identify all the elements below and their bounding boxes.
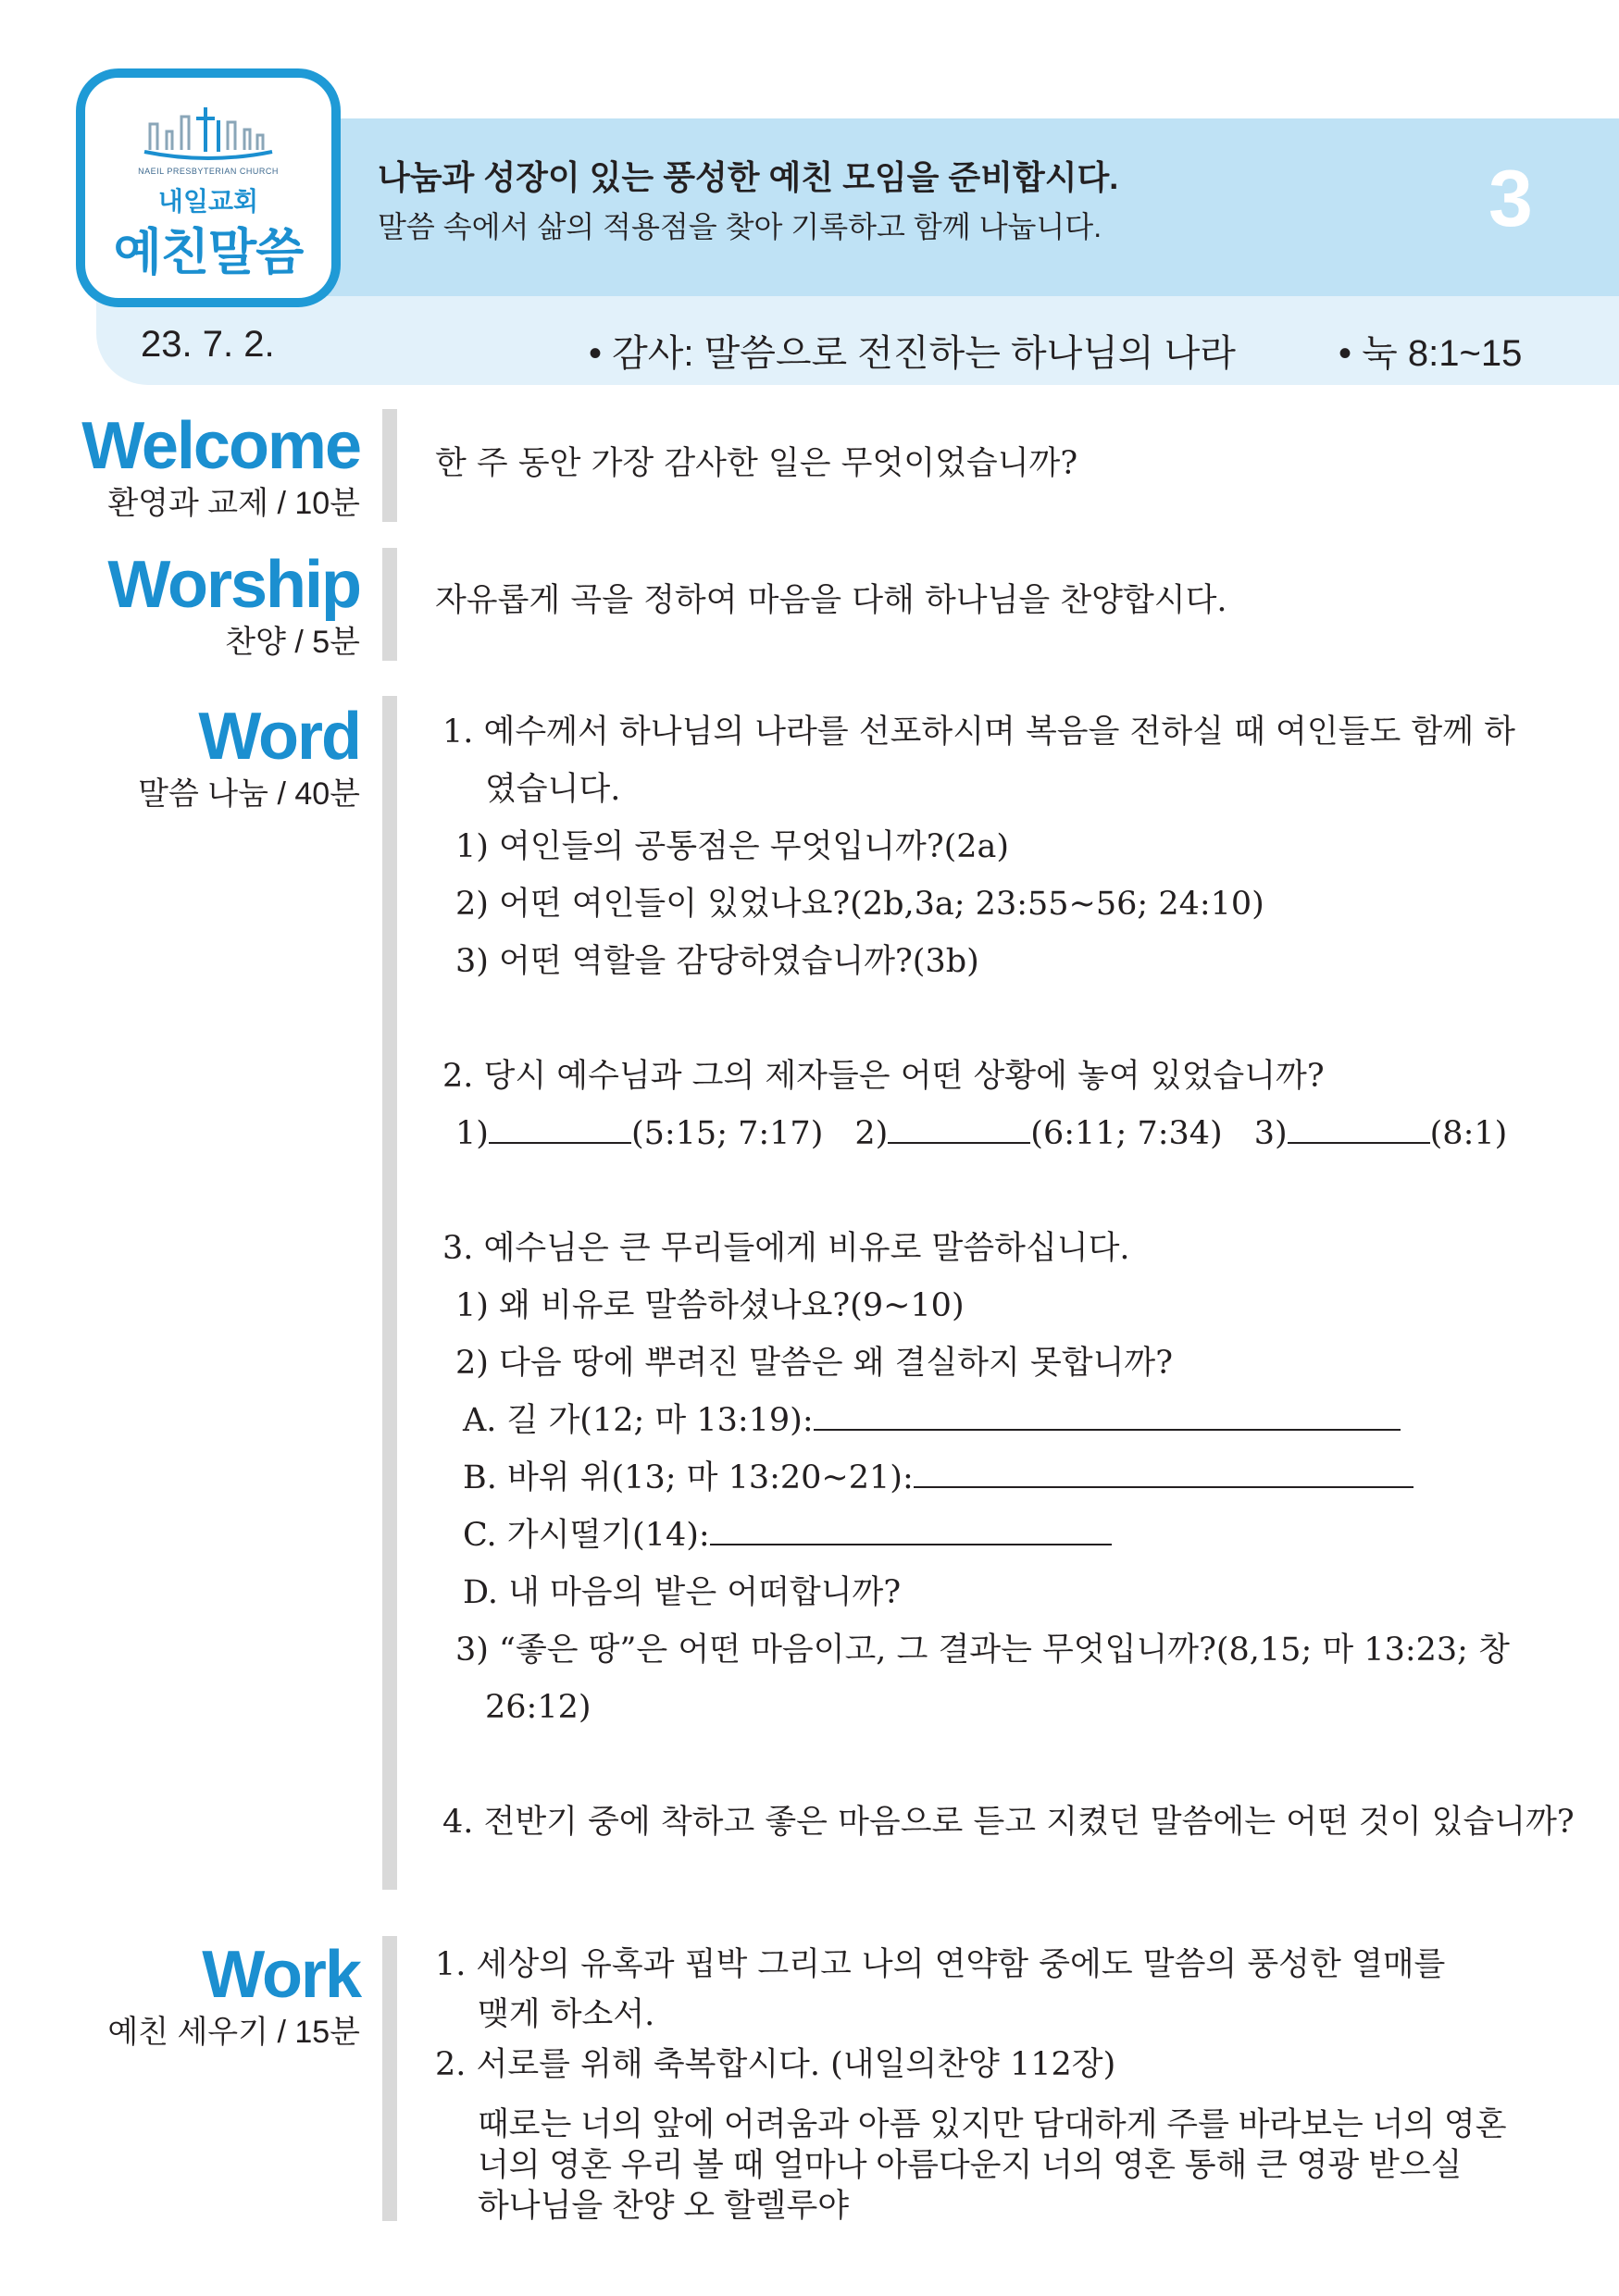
q2-blank3[interactable]: [1288, 1114, 1430, 1144]
q3-item-c-label: C. 가시떨기(14):: [463, 1517, 710, 1554]
q3-item-a-label: A. 길 가(12; 마 13:19):: [463, 1402, 814, 1439]
q2-blank1-ref: (5:15; 7:17): [630, 1115, 824, 1152]
word-subtitle: 말씀 나눔 / 40분: [138, 776, 360, 812]
q3-item-d: D. 내 마음의 밭은 어떠합니까?: [463, 1574, 902, 1611]
theme: • 감사: 말씀으로 전진하는 하나님의 나라: [589, 333, 1236, 374]
worship-text: 자유롭게 곡을 정하여 마음을 다해 하나님을 찬양합시다.: [435, 582, 1227, 619]
q2-blank3-ref: (8:1): [1429, 1115, 1508, 1152]
q3-item-b-label: B. 바위 위(13; 마 13:20~21):: [463, 1459, 914, 1496]
q3-sub3-line2: 26:12): [485, 1689, 592, 1726]
welcome-text: 한 주 동안 가장 감사한 일은 무엇이었습니까?: [435, 445, 1078, 482]
q2-blank2-ref: (6:11; 7:34): [1030, 1115, 1223, 1152]
page-number: 3: [1488, 155, 1533, 243]
lyrics-line2: 너의 영혼 우리 볼 때 얼마나 아름다운지 너의 영혼 통해 큰 영광 받으실: [478, 2147, 1463, 2183]
header-subtitle: 말씀 속에서 삶의 적용점을 찾아 기록하고 함께 나눕니다.: [378, 210, 1102, 243]
work-title: Work: [202, 1938, 360, 2012]
logo-title: 예친말씀: [113, 225, 304, 280]
q3-item-c: [463, 1516, 1112, 1555]
q1-sub3: 3) 어떤 역할을 감당하였습니까?(3b): [455, 943, 979, 980]
header-title: 나눔과 성장이 있는 풍성한 예친 모임을 준비합시다.: [378, 158, 1119, 196]
welcome-title: Welcome: [81, 409, 360, 483]
lyrics-line3: 하나님을 찬양 오 할렐루야: [478, 2188, 850, 2224]
q1-line2: 였습니다.: [485, 771, 621, 808]
q2-blank2-label: 2): [854, 1115, 889, 1152]
q3-item-a: [463, 1401, 1401, 1440]
q2-blank1-label: 1): [455, 1115, 489, 1152]
q3-item-b-blank[interactable]: [914, 1458, 1414, 1488]
q4-line: 4. 전반기 중에 착하고 좋은 마음으로 듣고 지켰던 말씀에는 어떤 것이 있습니까?: [442, 1804, 1575, 1841]
work-subtitle: 예친 세우기 / 15분: [107, 2015, 360, 2050]
q3-item-b: [463, 1458, 1414, 1497]
q1-sub2: 2) 어떤 여인들이 있었나요?(2b,3a; 23:55~56; 24:10): [455, 886, 1264, 923]
q2-blank2[interactable]: [888, 1114, 1030, 1144]
work-item1-line1: 1. 세상의 유혹과 핍박 그리고 나의 연약함 중에도 말씀의 풍성한 열매를: [435, 1946, 1446, 1983]
q3-sub3-line1: 3) “좋은 땅”은 어떤 마음이고, 그 결과는 무엇입니까?(8,15; 마 13:23; 창: [455, 1632, 1510, 1669]
q3-sub1: 1) 왜 비유로 말씀하셨나요?(9~10): [455, 1287, 965, 1324]
word-bar: [382, 696, 397, 1890]
date: 23. 7. 2.: [141, 324, 275, 365]
word-title: Word: [198, 700, 360, 774]
worship-subtitle: 찬양 / 5분: [225, 625, 360, 660]
q2-blank1[interactable]: [489, 1114, 631, 1144]
q3-line1: 3. 예수님은 큰 무리들에게 비유로 말씀하십니다.: [442, 1230, 1130, 1267]
worship-title: Worship: [107, 548, 360, 622]
q2-blank3-label: 3): [1253, 1115, 1288, 1152]
scripture-reference: • 눅 8:1~15: [1339, 333, 1523, 374]
worship-bar: [382, 548, 397, 661]
work-item2: 2. 서로를 위해 축복합시다. (내일의찬양 112장): [435, 2046, 1116, 2083]
q3-sub2: 2) 다음 땅에 뿌려진 말씀은 왜 결실하지 못합니까?: [455, 1345, 1173, 1382]
work-item1-line2: 맺게 하소서.: [478, 1996, 655, 2033]
logo-small-text: NAEIL PRESBYTERIAN CHURCH: [138, 167, 279, 176]
q1-sub1: 1) 여인들의 공통점은 무엇입니까?(2a): [455, 828, 1010, 865]
welcome-subtitle: 환영과 교제 / 10분: [107, 486, 360, 521]
church-skyline-icon: [139, 104, 278, 163]
church-logo: [76, 68, 341, 307]
logo-church-name: 내일교회: [157, 187, 259, 216]
q3-item-a-blank[interactable]: [814, 1401, 1401, 1431]
lyrics-line1: 때로는 너의 앞에 어려움과 아픔 있지만 담대하게 주를 바라보는 너의 영혼: [478, 2106, 1507, 2142]
q1-line1: 1. 예수께서 하나님의 나라를 선포하시며 복음을 전하실 때 여인들도 함께 하: [442, 714, 1515, 751]
q2-blanks: [455, 1114, 1507, 1153]
welcome-bar: [382, 409, 397, 522]
q2-line1: 2. 당시 예수님과 그의 제자들은 어떤 상황에 놓여 있었습니까?: [442, 1058, 1325, 1095]
q3-item-c-blank[interactable]: [710, 1516, 1112, 1545]
work-bar: [382, 1936, 397, 2221]
